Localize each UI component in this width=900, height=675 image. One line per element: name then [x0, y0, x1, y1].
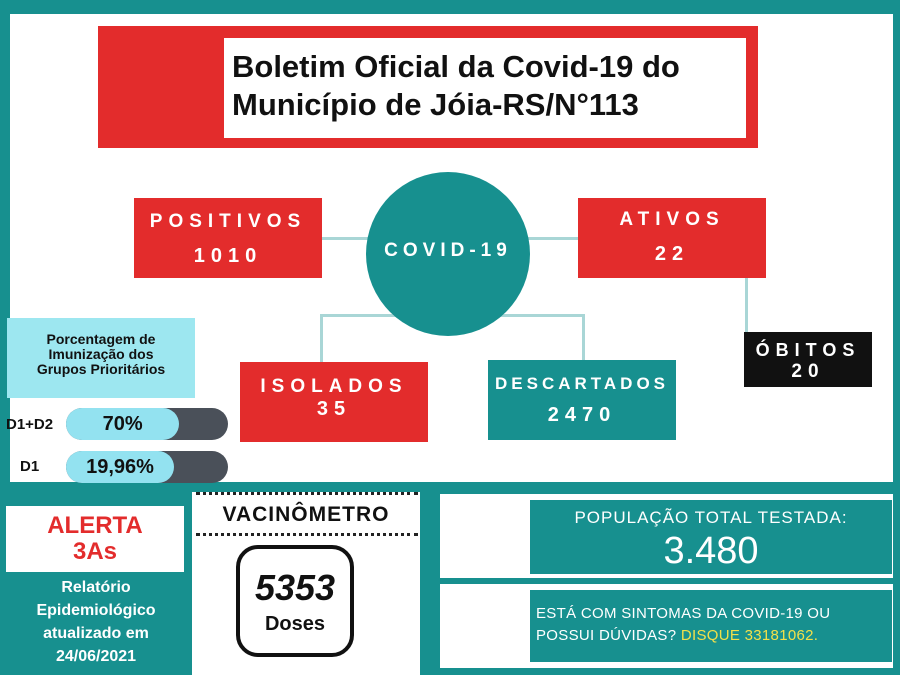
- covid-label: COVID-19: [384, 240, 512, 261]
- progress-bar-d1d2: [66, 408, 228, 440]
- vacinometro-title: VACINÔMETRO: [222, 503, 390, 526]
- connector-isolados: [320, 314, 323, 364]
- title-line-2: Município de Jóia-RS/N°113: [232, 87, 639, 122]
- sintomas-phone: DISQUE 33181062.: [680, 627, 819, 644]
- relatorio-date: 24/06/2021: [55, 648, 137, 665]
- connector-descartados: [582, 314, 585, 360]
- relatorio-text: [4, 576, 188, 668]
- doses-value: 5353: [254, 567, 336, 608]
- obitos-label: ÓBITOS: [755, 340, 861, 360]
- imunizacao-heading-line-2: Imunização dos: [48, 346, 154, 362]
- progress-text-d1d2: 70%: [102, 413, 143, 435]
- populacao-value: 3.480: [663, 530, 759, 572]
- alerta-line-2: 3As: [72, 538, 118, 565]
- positivos-label: POSITIVOS: [149, 211, 307, 232]
- obitos-value: 20: [791, 361, 825, 382]
- ativos-label: ATIVOS: [619, 209, 725, 230]
- sintomas-question: POSSUI DÚVIDAS?: [536, 627, 677, 644]
- positivos-box: [134, 198, 322, 278]
- ativos-box: [578, 198, 766, 278]
- descartados-label: DESCARTADOS: [494, 374, 670, 393]
- sintomas-line-1: ESTÁ COM SINTOMAS DA COVID-19 OU: [536, 605, 831, 622]
- bar-label-d1d2: D1+D2: [6, 416, 54, 433]
- alerta-line-1: ALERTA: [47, 512, 143, 539]
- descartados-value: 2470: [547, 404, 617, 426]
- progress-bar-d1: [66, 451, 228, 483]
- positivos-value: 1010: [193, 245, 263, 267]
- relatorio-line-3: atualizado em: [43, 625, 149, 642]
- frame-right: [893, 0, 900, 490]
- connector-obitos: [745, 278, 748, 334]
- ativos-value: 22: [654, 243, 690, 265]
- title-line-1: Boletim Oficial da Covid-19 do: [232, 49, 680, 84]
- imunizacao-heading-line-1: Porcentagem de: [46, 331, 156, 347]
- doses-box: [236, 545, 354, 657]
- imunizacao-heading-line-3: Grupos Prioritários: [36, 361, 166, 377]
- isolados-value: 35: [316, 398, 352, 420]
- descartados-box: [488, 360, 676, 440]
- populacao-label: POPULAÇÃO TOTAL TESTADA:: [574, 508, 848, 527]
- alerta-box: [6, 506, 184, 572]
- bar-label-d1: D1: [20, 458, 40, 475]
- obitos-box: [744, 332, 872, 387]
- sintomas-box: [530, 590, 892, 662]
- isolados-box: [240, 362, 428, 442]
- progress-text-d1: 19,96%: [86, 456, 154, 478]
- relatorio-line-2: Epidemiológico: [36, 602, 156, 619]
- title-box: [224, 38, 746, 138]
- frame-top: [0, 0, 900, 14]
- sintomas-line-2: [536, 625, 888, 647]
- doses-label: Doses: [264, 613, 326, 635]
- relatorio-line-1: Relatório: [61, 579, 131, 596]
- imunizacao-heading-box: [7, 318, 195, 398]
- populacao-box: [530, 500, 892, 574]
- vacinometro-divider-top: [196, 492, 418, 495]
- isolados-label: ISOLADOS: [260, 376, 408, 397]
- vacinometro-divider-bottom: [196, 533, 418, 536]
